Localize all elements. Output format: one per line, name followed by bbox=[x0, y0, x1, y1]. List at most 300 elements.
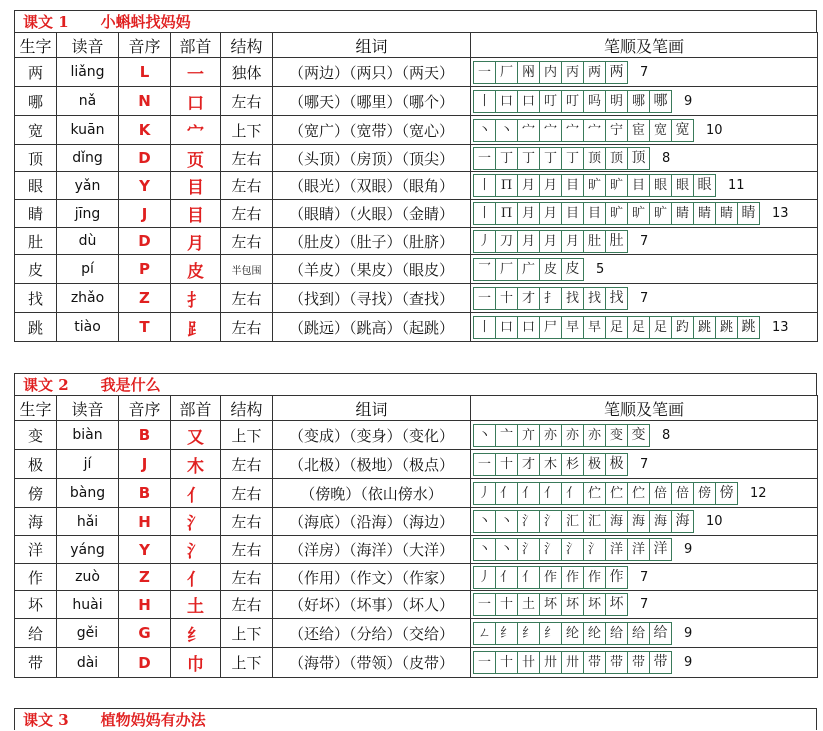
structure-cell: 左右 bbox=[221, 313, 273, 342]
stroke-step-box: 土 bbox=[518, 594, 540, 615]
stroke-step-box: 纟 bbox=[518, 623, 540, 644]
stroke-step-box: 亦 bbox=[584, 425, 606, 446]
column-header: 部首 bbox=[171, 396, 221, 421]
stroke-step-box: 早 bbox=[562, 317, 584, 338]
stroke-step-box: 氵 bbox=[562, 539, 584, 560]
stroke-order-cell bbox=[471, 536, 818, 564]
stroke-step-box: 木 bbox=[540, 454, 562, 475]
words-cell: （洋房）（海洋）（大洋） bbox=[273, 536, 471, 564]
radical-cell: 又 bbox=[171, 421, 221, 450]
stroke-order-cell bbox=[471, 145, 818, 172]
stroke-step-box: 口 bbox=[518, 91, 540, 112]
stroke-step-box: 宀 bbox=[518, 120, 540, 141]
stroke-step-box: 一 bbox=[474, 288, 496, 309]
stroke-step-box: 作 bbox=[584, 567, 606, 588]
stroke-step-box: 眼 bbox=[672, 175, 694, 196]
character-cell: 宽 bbox=[15, 116, 57, 145]
words-cell: （肚皮）（肚子）（肚脐） bbox=[273, 228, 471, 255]
pinyin-cell: dài bbox=[57, 648, 119, 678]
column-header: 笔顺及笔画 bbox=[471, 33, 818, 58]
stroke-order-cell bbox=[471, 58, 818, 87]
index-letter-cell: Y bbox=[119, 172, 171, 200]
character-table bbox=[14, 395, 818, 678]
pinyin-cell: gěi bbox=[57, 619, 119, 648]
column-header: 生字 bbox=[15, 33, 57, 58]
stroke-sequence bbox=[473, 538, 672, 561]
table-row bbox=[15, 648, 818, 678]
words-cell: （眼睛）（火眼）（金睛） bbox=[273, 200, 471, 228]
stroke-step-box: 丶 bbox=[496, 511, 518, 532]
table-row bbox=[15, 58, 818, 87]
stroke-sequence bbox=[473, 453, 628, 476]
column-header: 部首 bbox=[171, 33, 221, 58]
stroke-order-cell bbox=[471, 508, 818, 536]
lesson-1-section bbox=[14, 10, 817, 342]
stroke-sequence bbox=[473, 147, 650, 170]
index-letter-cell: J bbox=[119, 200, 171, 228]
stroke-step-box: 带 bbox=[653, 654, 668, 670]
stroke-step-box: 丶 bbox=[496, 120, 518, 141]
pinyin-cell: jīng bbox=[57, 200, 119, 228]
stroke-order-cell bbox=[471, 255, 818, 284]
pinyin-cell: bàng bbox=[57, 479, 119, 508]
stroke-step-box: 傍 bbox=[719, 484, 734, 501]
stroke-count: 9 bbox=[684, 655, 693, 670]
stroke-step-box: 宀 bbox=[584, 120, 606, 141]
lesson-3-section bbox=[14, 708, 817, 730]
words-cell: （海带）（带领）（皮带） bbox=[273, 648, 471, 678]
stroke-order-cell bbox=[471, 619, 818, 648]
radical-cell: 页 bbox=[171, 145, 221, 172]
stroke-step-box: 十 bbox=[496, 652, 518, 673]
stroke-count: 7 bbox=[640, 290, 649, 306]
structure-cell: 左右 bbox=[221, 200, 273, 228]
character-cell: 作 bbox=[15, 564, 57, 591]
stroke-sequence bbox=[473, 287, 628, 310]
stroke-order-cell bbox=[471, 479, 818, 508]
stroke-step-box: 纶 bbox=[562, 623, 584, 644]
stroke-order-cell bbox=[471, 284, 818, 313]
stroke-step-box: 月 bbox=[540, 175, 562, 196]
stroke-step-box: 坏 bbox=[584, 594, 606, 615]
stroke-step-box: 亦 bbox=[540, 425, 562, 446]
radical-cell: 巾 bbox=[171, 648, 221, 678]
stroke-step-box: 丁 bbox=[540, 148, 562, 169]
stroke-sequence bbox=[473, 424, 650, 447]
structure-cell: 左右 bbox=[221, 564, 273, 591]
stroke-step-box: 目 bbox=[562, 175, 584, 196]
index-letter-cell: H bbox=[119, 508, 171, 536]
radical-cell: 氵 bbox=[171, 536, 221, 564]
column-header: 音序 bbox=[119, 396, 171, 421]
stroke-step-box: 一 bbox=[474, 454, 496, 475]
column-header: 生字 bbox=[15, 396, 57, 421]
structure-cell: 上下 bbox=[221, 421, 273, 450]
words-cell: （羊皮）（果皮）（眼皮） bbox=[273, 255, 471, 284]
stroke-step-box: 目 bbox=[628, 175, 650, 196]
pinyin-cell: liǎng bbox=[57, 58, 119, 87]
stroke-step-box: 带 bbox=[628, 652, 650, 673]
stroke-step-box: 亻 bbox=[540, 483, 562, 504]
table-row bbox=[15, 255, 818, 284]
words-cell: （作用）（作文）（作家） bbox=[273, 564, 471, 591]
stroke-step-box: 宁 bbox=[606, 120, 628, 141]
structure-cell: 左右 bbox=[221, 536, 273, 564]
stroke-step-box: 肚 bbox=[609, 232, 624, 249]
stroke-order-cell bbox=[471, 648, 818, 678]
stroke-step-box: 月 bbox=[540, 203, 562, 224]
header-row bbox=[15, 33, 818, 58]
stroke-step-box: 乛 bbox=[474, 259, 496, 280]
stroke-step-box: 睛 bbox=[716, 203, 738, 224]
structure-cell: 左右 bbox=[221, 145, 273, 172]
character-cell: 肚 bbox=[15, 228, 57, 255]
stroke-step-box: 作 bbox=[540, 567, 562, 588]
table-row bbox=[15, 450, 818, 479]
words-cell: （海底）（沿海）（海边） bbox=[273, 508, 471, 536]
stroke-step-box: 内 bbox=[540, 62, 562, 83]
structure-cell: 左右 bbox=[221, 87, 273, 116]
lesson-number: 课文 1 bbox=[23, 13, 69, 31]
stroke-step-box: 变 bbox=[606, 425, 628, 446]
stroke-sequence bbox=[473, 61, 628, 84]
column-header: 结构 bbox=[221, 396, 273, 421]
lesson-name: 小蝌蚪找妈妈 bbox=[100, 13, 191, 31]
stroke-step-box: 十 bbox=[496, 288, 518, 309]
structure-cell: 左右 bbox=[221, 450, 273, 479]
stroke-count: 11 bbox=[728, 178, 745, 193]
stroke-step-box: 才 bbox=[518, 288, 540, 309]
stroke-step-box: 洋 bbox=[606, 539, 628, 560]
index-letter-cell: P bbox=[119, 255, 171, 284]
table-row bbox=[15, 284, 818, 313]
stroke-sequence bbox=[473, 510, 694, 533]
stroke-step-box: 丙 bbox=[562, 62, 584, 83]
stroke-step-box: 丶 bbox=[474, 120, 496, 141]
stroke-count: 10 bbox=[706, 122, 723, 138]
index-letter-cell: Y bbox=[119, 536, 171, 564]
stroke-step-box: 目 bbox=[562, 203, 584, 224]
pinyin-cell: biàn bbox=[57, 421, 119, 450]
stroke-step-box: 伫 bbox=[628, 483, 650, 504]
radical-cell: 皮 bbox=[171, 255, 221, 284]
column-header: 读音 bbox=[57, 33, 119, 58]
stroke-step-box: 亻 bbox=[518, 567, 540, 588]
stroke-step-box: 十 bbox=[496, 454, 518, 475]
stroke-step-box: 海 bbox=[650, 511, 672, 532]
stroke-step-box: 氵 bbox=[518, 539, 540, 560]
character-cell: 跳 bbox=[15, 313, 57, 342]
stroke-sequence bbox=[473, 566, 628, 589]
stroke-step-box: 一 bbox=[474, 148, 496, 169]
stroke-step-box: 丁 bbox=[496, 148, 518, 169]
character-cell: 坏 bbox=[15, 591, 57, 619]
table-row bbox=[15, 479, 818, 508]
stroke-count: 7 bbox=[640, 64, 649, 80]
stroke-step-box: 旷 bbox=[650, 203, 672, 224]
stroke-step-box: 旷 bbox=[584, 175, 606, 196]
pinyin-cell: huài bbox=[57, 591, 119, 619]
stroke-step-box: 坏 bbox=[609, 596, 624, 612]
stroke-step-box: 㒳 bbox=[518, 62, 540, 83]
stroke-step-box: 肚 bbox=[584, 231, 606, 252]
header-row bbox=[15, 396, 818, 421]
lesson-2-section bbox=[14, 373, 817, 678]
stroke-step-box: 作 bbox=[562, 567, 584, 588]
stroke-step-box: 扌 bbox=[540, 288, 562, 309]
radical-cell: 宀 bbox=[171, 116, 221, 145]
index-letter-cell: N bbox=[119, 87, 171, 116]
table-row bbox=[15, 116, 818, 145]
stroke-order-cell bbox=[471, 591, 818, 619]
stroke-step-box: 亠 bbox=[496, 425, 518, 446]
stroke-step-box: 顶 bbox=[631, 149, 646, 166]
stroke-step-box: 旷 bbox=[606, 203, 628, 224]
stroke-step-box: 月 bbox=[518, 231, 540, 252]
column-header: 读音 bbox=[57, 396, 119, 421]
lesson-number: 课文 3 bbox=[23, 711, 69, 729]
stroke-order-cell bbox=[471, 313, 818, 342]
stroke-step-box: 亻 bbox=[518, 483, 540, 504]
stroke-sequence bbox=[473, 230, 628, 253]
table-row bbox=[15, 145, 818, 172]
character-cell: 变 bbox=[15, 421, 57, 450]
stroke-count: 7 bbox=[640, 456, 649, 472]
stroke-step-box: 氵 bbox=[584, 539, 606, 560]
stroke-step-box: 口 bbox=[518, 317, 540, 338]
stroke-count: 5 bbox=[596, 261, 605, 277]
character-cell: 睛 bbox=[15, 200, 57, 228]
table-row bbox=[15, 591, 818, 619]
pinyin-cell: yáng bbox=[57, 536, 119, 564]
words-cell: （北极）（极地）（极点） bbox=[273, 450, 471, 479]
stroke-count: 9 bbox=[684, 542, 693, 557]
structure-cell: 上下 bbox=[221, 619, 273, 648]
stroke-step-box: 倍 bbox=[650, 483, 672, 504]
stroke-step-box: 皮 bbox=[540, 259, 562, 280]
lesson-title bbox=[14, 10, 817, 32]
stroke-step-box: 跳 bbox=[694, 317, 716, 338]
table-row bbox=[15, 619, 818, 648]
character-cell: 哪 bbox=[15, 87, 57, 116]
radical-cell: ⻊ bbox=[171, 313, 221, 342]
stroke-step-box: П bbox=[496, 175, 518, 196]
words-cell: （宽广）（宽带）（宽心） bbox=[273, 116, 471, 145]
stroke-step-box: 丨 bbox=[474, 317, 496, 338]
table-row bbox=[15, 421, 818, 450]
stroke-step-box: 顶 bbox=[584, 148, 606, 169]
table-row bbox=[15, 508, 818, 536]
stroke-sequence bbox=[473, 119, 694, 142]
pinyin-cell: dǐng bbox=[57, 145, 119, 172]
stroke-step-box: 叮 bbox=[562, 91, 584, 112]
index-letter-cell: G bbox=[119, 619, 171, 648]
stroke-step-box: 给 bbox=[606, 623, 628, 644]
stroke-order-cell bbox=[471, 172, 818, 200]
stroke-step-box: 找 bbox=[609, 289, 624, 306]
stroke-step-box: 傍 bbox=[694, 483, 716, 504]
stroke-sequence bbox=[473, 316, 760, 339]
lesson-title bbox=[14, 373, 817, 395]
radical-cell: 目 bbox=[171, 172, 221, 200]
stroke-step-box: П bbox=[496, 203, 518, 224]
words-cell: （好坏）（坏事）（坏人） bbox=[273, 591, 471, 619]
stroke-step-box: 月 bbox=[562, 231, 584, 252]
character-cell: 给 bbox=[15, 619, 57, 648]
stroke-step-box: 口 bbox=[496, 91, 518, 112]
character-cell: 带 bbox=[15, 648, 57, 678]
stroke-step-box: 刀 bbox=[496, 231, 518, 252]
stroke-sequence bbox=[473, 258, 584, 281]
stroke-step-box: 海 bbox=[628, 511, 650, 532]
stroke-step-box: 吗 bbox=[584, 91, 606, 112]
stroke-step-box: 亣 bbox=[518, 425, 540, 446]
radical-cell: 月 bbox=[171, 228, 221, 255]
stroke-step-box: 宽 bbox=[650, 120, 672, 141]
pinyin-cell: dù bbox=[57, 228, 119, 255]
stroke-sequence bbox=[473, 651, 672, 674]
structure-cell: 左右 bbox=[221, 591, 273, 619]
structure-cell: 上下 bbox=[221, 116, 273, 145]
character-cell: 找 bbox=[15, 284, 57, 313]
stroke-step-box: 睛 bbox=[694, 203, 716, 224]
stroke-step-box: 氵 bbox=[518, 511, 540, 532]
stroke-count: 7 bbox=[640, 597, 649, 612]
stroke-step-box: 旷 bbox=[606, 175, 628, 196]
pinyin-cell: jí bbox=[57, 450, 119, 479]
stroke-order-cell bbox=[471, 200, 818, 228]
stroke-step-box: 丨 bbox=[474, 203, 496, 224]
radical-cell: 纟 bbox=[171, 619, 221, 648]
pinyin-cell: zhǎo bbox=[57, 284, 119, 313]
structure-cell: 半包围 bbox=[221, 255, 273, 284]
stroke-step-box: 宀 bbox=[562, 120, 584, 141]
stroke-step-box: 跳 bbox=[716, 317, 738, 338]
radical-cell: 口 bbox=[171, 87, 221, 116]
stroke-step-box: 顶 bbox=[606, 148, 628, 169]
index-letter-cell: B bbox=[119, 479, 171, 508]
stroke-step-box: 给 bbox=[628, 623, 650, 644]
stroke-step-box: 足 bbox=[606, 317, 628, 338]
words-cell: （傍晚）（依山傍水） bbox=[273, 479, 471, 508]
character-cell: 眼 bbox=[15, 172, 57, 200]
stroke-step-box: 叮 bbox=[540, 91, 562, 112]
lesson-number: 课文 2 bbox=[23, 376, 69, 394]
character-cell: 两 bbox=[15, 58, 57, 87]
stroke-step-box: 找 bbox=[584, 288, 606, 309]
stroke-sequence bbox=[473, 90, 672, 113]
stroke-step-box: 氵 bbox=[540, 511, 562, 532]
stroke-step-box: 跳 bbox=[741, 318, 756, 335]
stroke-step-box: 眼 bbox=[650, 175, 672, 196]
character-cell: 极 bbox=[15, 450, 57, 479]
words-cell: （哪天）（哪里）（哪个） bbox=[273, 87, 471, 116]
stroke-step-box: 找 bbox=[562, 288, 584, 309]
stroke-step-box: 旷 bbox=[628, 203, 650, 224]
index-letter-cell: D bbox=[119, 145, 171, 172]
pinyin-cell: nǎ bbox=[57, 87, 119, 116]
stroke-step-box: 睛 bbox=[672, 203, 694, 224]
stroke-step-box: 丶 bbox=[474, 539, 496, 560]
lesson-name: 我是什么 bbox=[100, 376, 161, 394]
index-letter-cell: L bbox=[119, 58, 171, 87]
table-row bbox=[15, 200, 818, 228]
stroke-step-box: 月 bbox=[518, 175, 540, 196]
stroke-step-box: 一 bbox=[474, 594, 496, 615]
stroke-step-box: 广 bbox=[518, 259, 540, 280]
stroke-order-cell bbox=[471, 450, 818, 479]
words-cell: （找到）（寻找）（查找） bbox=[273, 284, 471, 313]
stroke-step-box: 极 bbox=[584, 454, 606, 475]
stroke-count: 9 bbox=[684, 625, 693, 641]
stroke-sequence bbox=[473, 482, 738, 505]
stroke-count: 9 bbox=[684, 93, 693, 109]
stroke-order-cell bbox=[471, 116, 818, 145]
pinyin-cell: pí bbox=[57, 255, 119, 284]
structure-cell: 独体 bbox=[221, 58, 273, 87]
stroke-step-box: 亦 bbox=[562, 425, 584, 446]
stroke-sequence bbox=[473, 202, 760, 225]
column-header: 音序 bbox=[119, 33, 171, 58]
stroke-step-box: 带 bbox=[584, 652, 606, 673]
stroke-step-box: 才 bbox=[518, 454, 540, 475]
lesson-title bbox=[14, 708, 817, 730]
stroke-step-box: 丶 bbox=[496, 539, 518, 560]
stroke-step-box: 丁 bbox=[518, 148, 540, 169]
stroke-step-box: 哪 bbox=[628, 91, 650, 112]
stroke-count: 7 bbox=[640, 233, 649, 249]
stroke-count: 10 bbox=[706, 514, 723, 529]
index-letter-cell: D bbox=[119, 228, 171, 255]
index-letter-cell: J bbox=[119, 450, 171, 479]
stroke-step-box: 带 bbox=[606, 652, 628, 673]
table-row bbox=[15, 564, 818, 591]
pinyin-cell: yǎn bbox=[57, 172, 119, 200]
stroke-step-box: 氵 bbox=[540, 539, 562, 560]
stroke-step-box: 杉 bbox=[562, 454, 584, 475]
stroke-step-box: 尸 bbox=[540, 317, 562, 338]
index-letter-cell: D bbox=[119, 648, 171, 678]
radical-cell: 土 bbox=[171, 591, 221, 619]
structure-cell: 左右 bbox=[221, 284, 273, 313]
index-letter-cell: Z bbox=[119, 284, 171, 313]
structure-cell: 左右 bbox=[221, 228, 273, 255]
stroke-count: 7 bbox=[640, 569, 649, 585]
stroke-step-box: 哪 bbox=[653, 92, 668, 109]
stroke-step-box: 丿 bbox=[474, 567, 496, 588]
stroke-sequence bbox=[473, 593, 628, 616]
words-cell: （跳远）（跳高）（起跳） bbox=[273, 313, 471, 342]
radical-cell: 亻 bbox=[171, 564, 221, 591]
stroke-step-box: 趵 bbox=[672, 317, 694, 338]
index-letter-cell: T bbox=[119, 313, 171, 342]
character-cell: 傍 bbox=[15, 479, 57, 508]
character-cell: 皮 bbox=[15, 255, 57, 284]
stroke-count: 13 bbox=[772, 206, 789, 221]
stroke-sequence bbox=[473, 174, 716, 197]
stroke-step-box: 洋 bbox=[628, 539, 650, 560]
stroke-step-box: 倍 bbox=[672, 483, 694, 504]
column-header: 结构 bbox=[221, 33, 273, 58]
stroke-step-box: 明 bbox=[606, 91, 628, 112]
stroke-step-box: 目 bbox=[584, 203, 606, 224]
stroke-step-box: 丿 bbox=[474, 231, 496, 252]
stroke-step-box: 宽 bbox=[675, 121, 690, 138]
radical-cell: 亻 bbox=[171, 479, 221, 508]
stroke-step-box: 宀 bbox=[540, 120, 562, 141]
words-cell: （眼光）（双眼）（眼角） bbox=[273, 172, 471, 200]
stroke-step-box: 伫 bbox=[606, 483, 628, 504]
